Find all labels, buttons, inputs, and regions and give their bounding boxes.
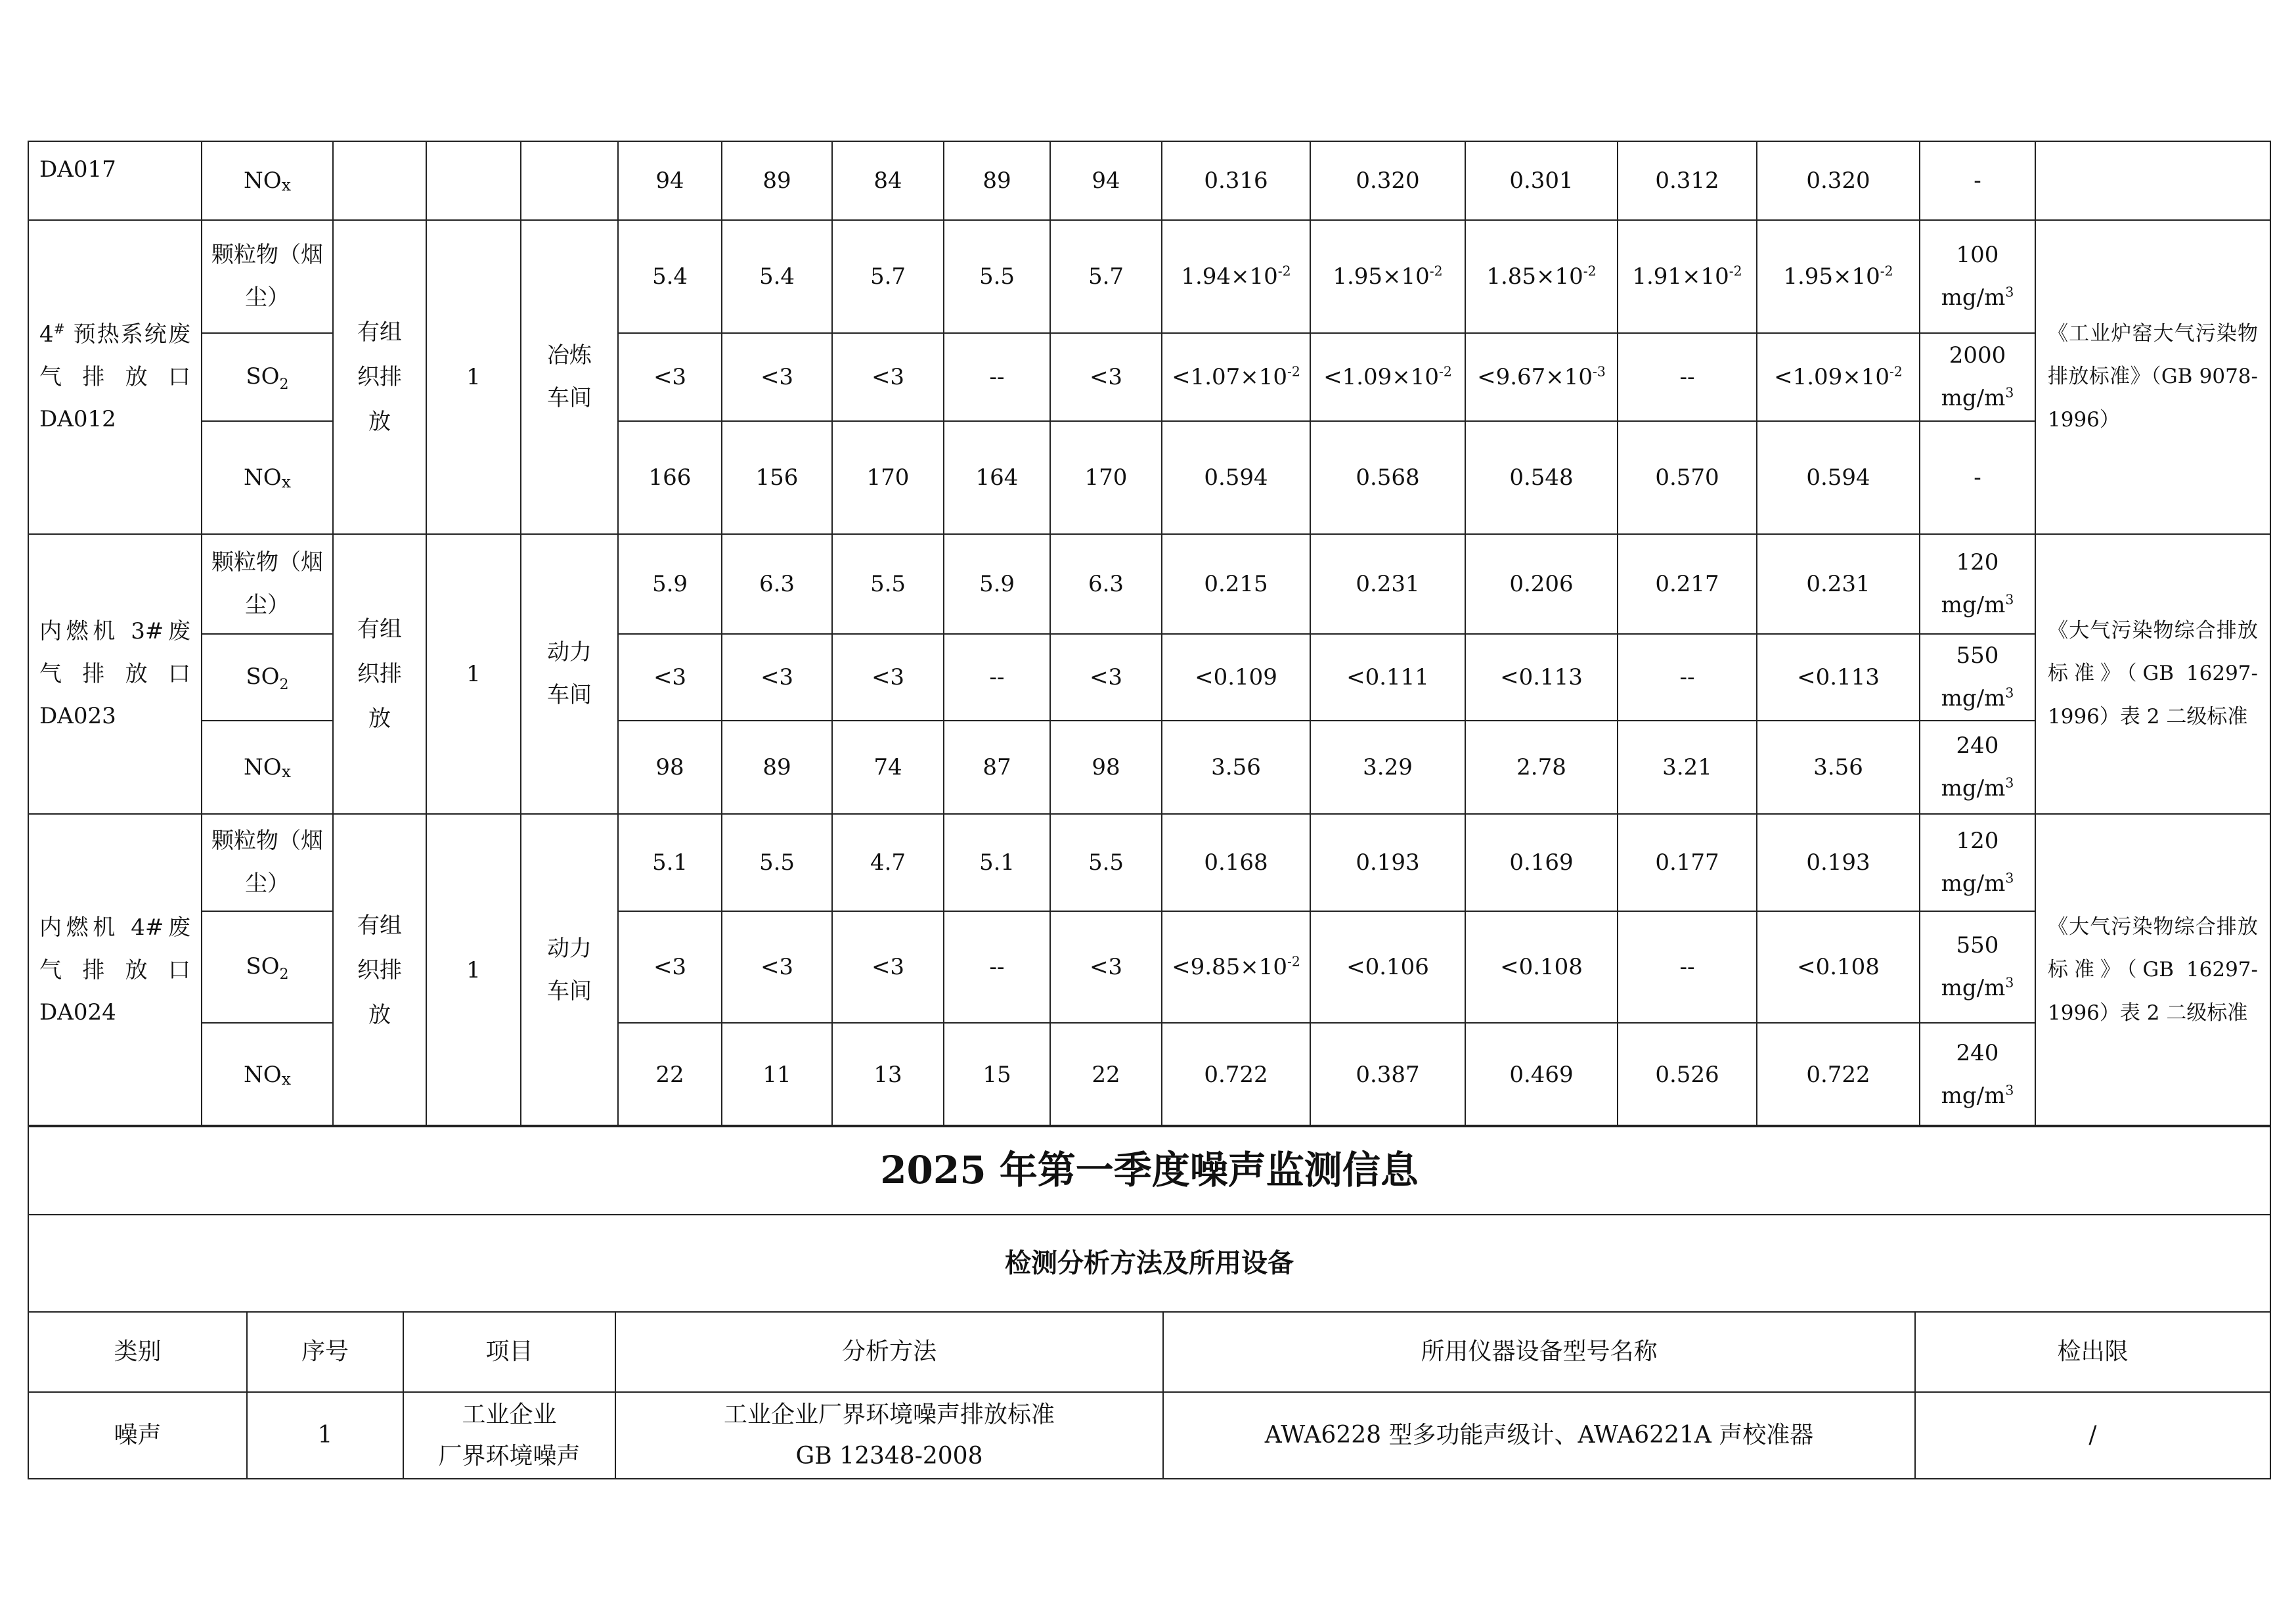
limit-value: 240 $mg/m^3$ xyxy=(1920,721,2035,814)
reading-value: 0.320 xyxy=(1310,141,1465,220)
limit-value: 550 $mg/m^3$ xyxy=(1920,634,2035,721)
reading-value: <3 xyxy=(1050,634,1162,721)
reading-value: 98 xyxy=(1050,721,1162,814)
reading-value: <3 xyxy=(722,911,832,1023)
reading-value: <3 xyxy=(618,333,722,421)
reading-value: 0.387 xyxy=(1310,1023,1465,1127)
reading-value: 0.568 xyxy=(1310,421,1465,534)
noise-item-line2: 厂界环境噪声 xyxy=(438,1443,581,1470)
reading-value: 98 xyxy=(618,721,722,814)
reading-value: 5.5 xyxy=(1050,814,1162,911)
reading-value: -- xyxy=(1618,634,1757,721)
pollutant-name: $SO_2$ xyxy=(202,911,333,1023)
reading-value: 3.21 xyxy=(1618,721,1757,814)
reading-value: 0.594 xyxy=(1162,421,1310,534)
reading-value: <3 xyxy=(618,634,722,721)
reading-value: 5.7 xyxy=(1050,220,1162,333)
reading-value: 5.5 xyxy=(832,534,944,634)
reading-value: $<9.85\times 10^{-2}$ xyxy=(1162,911,1310,1023)
reading-value: $1.95\times 10^{-2}$ xyxy=(1310,220,1465,333)
noise-section-title: 2025 年第一季度噪声监测信息 xyxy=(28,1125,2270,1215)
table-row xyxy=(28,141,2270,220)
pollutant-name: $NO_x$ xyxy=(202,1023,333,1127)
reading-value: 15 xyxy=(944,1023,1050,1127)
pollutant-name: 颗粒物（烟尘） xyxy=(202,814,333,911)
limit-value: 120 $mg/m^3$ xyxy=(1920,534,2035,634)
reading-value: 0.301 xyxy=(1465,141,1618,220)
reading-value: $<1.07\times 10^{-2}$ xyxy=(1162,333,1310,421)
reading-value: 3.56 xyxy=(1162,721,1310,814)
reading-value: 89 xyxy=(944,141,1050,220)
pollutant-name: $NO_x$ xyxy=(202,421,333,534)
reading-value: <3 xyxy=(722,634,832,721)
header-item: 项目 xyxy=(403,1312,615,1392)
emission-method: 有组织排放 xyxy=(333,534,426,814)
table-row xyxy=(28,534,2270,634)
noise-method-line2: GB 12348-2008 xyxy=(795,1443,983,1470)
reading-value: 3.29 xyxy=(1310,721,1465,814)
reading-value: <0.108 xyxy=(1757,911,1920,1023)
reading-value: -- xyxy=(1618,333,1757,421)
reading-value: <3 xyxy=(618,911,722,1023)
reading-value: 0.722 xyxy=(1162,1023,1310,1127)
emission-dept xyxy=(521,141,618,220)
reading-value: 0.206 xyxy=(1465,534,1618,634)
emissions-table xyxy=(28,141,2271,1127)
reading-value: 0.168 xyxy=(1162,814,1310,911)
reading-value: $<1.09\times 10^{-2}$ xyxy=(1757,333,1920,421)
reading-value: <0.111 xyxy=(1310,634,1465,721)
noise-item xyxy=(403,1392,615,1479)
reading-value: 5.1 xyxy=(944,814,1050,911)
reading-value: 0.193 xyxy=(1310,814,1465,911)
reading-value: 164 xyxy=(944,421,1050,534)
reading-value: 22 xyxy=(618,1023,722,1127)
reading-value: 94 xyxy=(1050,141,1162,220)
pollutant-name: $SO_2$ xyxy=(202,634,333,721)
reading-value: 5.1 xyxy=(618,814,722,911)
reading-value: 4.7 xyxy=(832,814,944,911)
reading-value: $<9.67\times 10^{-3}$ xyxy=(1465,333,1618,421)
reading-value: -- xyxy=(1618,911,1757,1023)
reading-value: 74 xyxy=(832,721,944,814)
reading-value: 5.4 xyxy=(618,220,722,333)
reading-value: 170 xyxy=(832,421,944,534)
reading-value: <3 xyxy=(832,333,944,421)
reading-value: 0.469 xyxy=(1465,1023,1618,1127)
noise-table xyxy=(28,1125,2271,1479)
standard-ref xyxy=(2035,141,2270,220)
reading-value: 22 xyxy=(1050,1023,1162,1127)
reading-value: -- xyxy=(944,911,1050,1023)
emission-dept: 动力车间 xyxy=(521,534,618,814)
table-row xyxy=(28,814,2270,911)
header-method: 分析方法 xyxy=(615,1312,1163,1392)
pollutant-name: 颗粒物（烟尘） xyxy=(202,534,333,634)
limit-value: 100 $mg/m^3$ xyxy=(1920,220,2035,333)
emission-method: 有组织排放 xyxy=(333,814,426,1127)
reading-value: 2.78 xyxy=(1465,721,1618,814)
reading-value: 0.231 xyxy=(1310,534,1465,634)
reading-value: 84 xyxy=(832,141,944,220)
reading-value: 94 xyxy=(618,141,722,220)
reading-value: <3 xyxy=(1050,911,1162,1023)
reading-value: 0.215 xyxy=(1162,534,1310,634)
header-index: 序号 xyxy=(247,1312,403,1392)
reading-value: 5.4 xyxy=(722,220,832,333)
reading-value: 89 xyxy=(722,721,832,814)
reading-value: <3 xyxy=(1050,333,1162,421)
outlet-name: DA017 xyxy=(28,141,202,220)
header-limit: 检出限 xyxy=(1915,1312,2270,1392)
header-equipment: 所用仪器设备型号名称 xyxy=(1163,1312,1915,1392)
reading-value: 5.7 xyxy=(832,220,944,333)
limit-value: 2000 $mg/m^3$ xyxy=(1920,333,2035,421)
outlet-name: 4# 预热系统废气排放口 DA012 xyxy=(28,220,202,534)
reading-value: <0.106 xyxy=(1310,911,1465,1023)
reading-value: 156 xyxy=(722,421,832,534)
standard-ref: 《工业炉窑大气污染物排放标准》（GB 9078-1996） xyxy=(2035,220,2270,534)
standard-ref: 《大气污染物综合排放标准》（GB 16297-1996）表 2 二级标准 xyxy=(2035,534,2270,814)
reading-value: <3 xyxy=(832,634,944,721)
reading-value: 5.5 xyxy=(944,220,1050,333)
header-category: 类别 xyxy=(28,1312,247,1392)
reading-value: 3.56 xyxy=(1757,721,1920,814)
reading-value: 0.217 xyxy=(1618,534,1757,634)
emission-dept: 动力车间 xyxy=(521,814,618,1127)
emission-method: 有组织排放 xyxy=(333,220,426,534)
pollutant-name: $SO_2$ xyxy=(202,333,333,421)
reading-value: $1.85\times 10^{-2}$ xyxy=(1465,220,1618,333)
noise-equipment: AWA6228 型多功能声级计、AWA6221A 声校准器 xyxy=(1163,1392,1915,1479)
emission-count: 1 xyxy=(426,814,521,1127)
limit-value: - xyxy=(1920,141,2035,220)
emission-count xyxy=(426,141,521,220)
reading-value: 0.231 xyxy=(1757,534,1920,634)
reading-value: 0.320 xyxy=(1757,141,1920,220)
emission-dept: 冶炼车间 xyxy=(521,220,618,534)
noise-method-line1: 工业企业厂界环境噪声排放标准 xyxy=(723,1401,1055,1428)
table-row xyxy=(28,1392,2270,1479)
outlet-name: 内燃机 3#废气排放口 DA023 xyxy=(28,534,202,814)
reading-value: -- xyxy=(944,634,1050,721)
emission-count: 1 xyxy=(426,220,521,534)
reading-value: $1.94\times 10^{-2}$ xyxy=(1162,220,1310,333)
reading-value: <0.113 xyxy=(1757,634,1920,721)
pollutant-name: $NO_x$ xyxy=(202,721,333,814)
noise-item-line1: 工业企业 xyxy=(462,1401,557,1428)
reading-value: 5.9 xyxy=(944,534,1050,634)
reading-value: 5.9 xyxy=(618,534,722,634)
table-row xyxy=(28,220,2270,333)
reading-value: -- xyxy=(944,333,1050,421)
reading-value: 0.312 xyxy=(1618,141,1757,220)
reading-value: 0.594 xyxy=(1757,421,1920,534)
noise-limit: / xyxy=(1915,1392,2270,1479)
noise-category: 噪声 xyxy=(28,1392,247,1479)
noise-method xyxy=(615,1392,1163,1479)
reading-value: <0.109 xyxy=(1162,634,1310,721)
reading-value: $1.95\times 10^{-2}$ xyxy=(1757,220,1920,333)
reading-value: 0.316 xyxy=(1162,141,1310,220)
standard-ref: 《大气污染物综合排放标准》（GB 16297-1996）表 2 二级标准 xyxy=(2035,814,2270,1127)
emission-count: 1 xyxy=(426,534,521,814)
reading-value: 13 xyxy=(832,1023,944,1127)
reading-value: 166 xyxy=(618,421,722,534)
limit-value: 240 $mg/m^3$ xyxy=(1920,1023,2035,1127)
reading-value: <0.113 xyxy=(1465,634,1618,721)
reading-value: 0.526 xyxy=(1618,1023,1757,1127)
pollutant-name: 颗粒物（烟尘） xyxy=(202,220,333,333)
reading-value: 87 xyxy=(944,721,1050,814)
reading-value: <3 xyxy=(832,911,944,1023)
reading-value: 0.177 xyxy=(1618,814,1757,911)
pollutant-name: $NO_x$ xyxy=(202,141,333,220)
limit-value: 120 $mg/m^3$ xyxy=(1920,814,2035,911)
noise-method-subtitle: 检测分析方法及所用设备 xyxy=(28,1215,2270,1312)
reading-value: 0.548 xyxy=(1465,421,1618,534)
emission-method xyxy=(333,141,426,220)
reading-value: 6.3 xyxy=(722,534,832,634)
reading-value: 0.570 xyxy=(1618,421,1757,534)
reading-value: 0.169 xyxy=(1465,814,1618,911)
limit-value: - xyxy=(1920,421,2035,534)
reading-value: 0.722 xyxy=(1757,1023,1920,1127)
limit-value: 550 $mg/m^3$ xyxy=(1920,911,2035,1023)
noise-index: 1 xyxy=(247,1392,403,1479)
reading-value: 6.3 xyxy=(1050,534,1162,634)
reading-value: <0.108 xyxy=(1465,911,1618,1023)
reading-value: 89 xyxy=(722,141,832,220)
reading-value: 11 xyxy=(722,1023,832,1127)
reading-value: 170 xyxy=(1050,421,1162,534)
reading-value: $1.91\times 10^{-2}$ xyxy=(1618,220,1757,333)
reading-value: 0.193 xyxy=(1757,814,1920,911)
reading-value: 5.5 xyxy=(722,814,832,911)
reading-value: $<1.09\times 10^{-2}$ xyxy=(1310,333,1465,421)
outlet-name: 内燃机 4#废气排放口 DA024 xyxy=(28,814,202,1127)
reading-value: <3 xyxy=(722,333,832,421)
